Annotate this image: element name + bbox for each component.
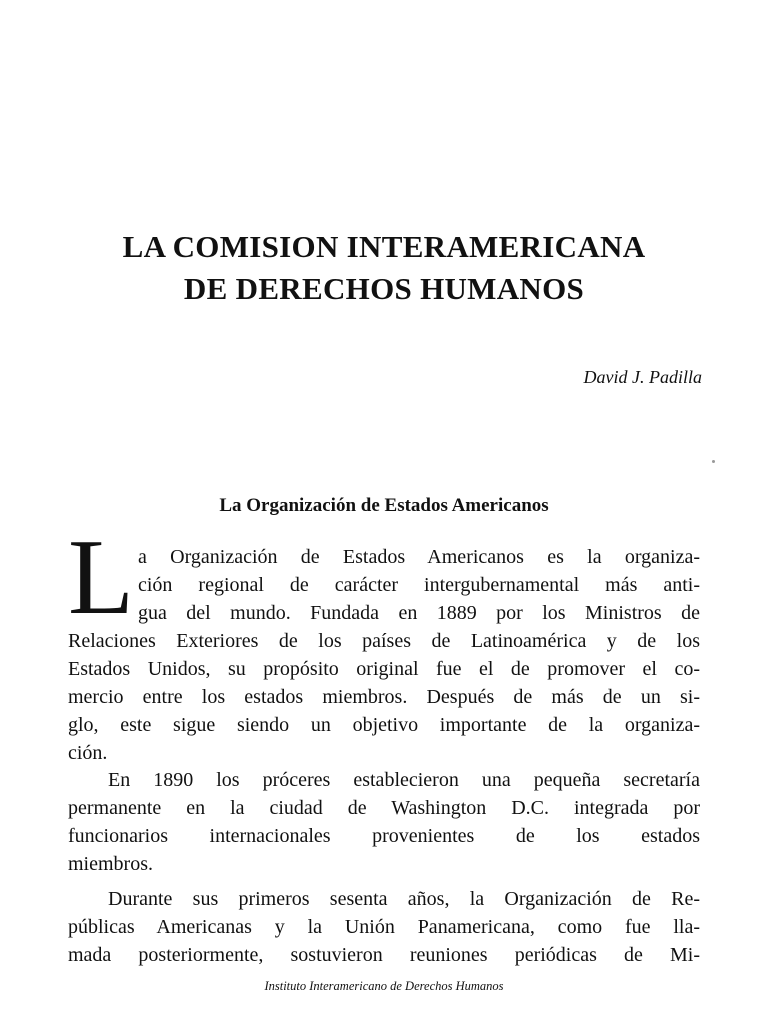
paragraph-1 <box>68 543 700 767</box>
paragraph-line: a Organización de Estados Americanos es la organiza- <box>138 546 700 568</box>
paragraph-line: Estados Unidos, su propósito original fue el de promover el co- <box>68 658 700 680</box>
author-name: David J. Padilla <box>583 367 702 387</box>
paragraph-line: glo, este sigue siendo un objetivo importante de la organiza- <box>68 714 700 736</box>
paragraph-3 <box>68 885 700 969</box>
paragraph-line: públicas Americanas y la Unión Panamericana, como fue lla- <box>68 916 700 938</box>
paragraph-line: Relaciones Exteriores de los países de Latinoamérica y de los <box>68 630 700 652</box>
page-footer: Instituto Interamericano de Derechos Humanos <box>264 979 504 993</box>
paragraph-line: mercio entre los estados miembros. Después de más de un si- <box>68 686 700 708</box>
drop-cap: L <box>68 518 134 637</box>
paragraph-line: permanente en la ciudad de Washington D.C. integrada por <box>68 797 700 819</box>
paragraph-line: Durante sus primeros sesenta años, la Organización de Re- <box>108 888 700 910</box>
paragraph-line: miembros. <box>68 853 153 875</box>
paragraph-line: ción regional de carácter intergubernamental más anti- <box>138 574 700 596</box>
paragraph-line: gua del mundo. Fundada en 1889 por los Ministros de <box>138 602 700 624</box>
paragraph-2 <box>68 766 700 878</box>
paragraph-line: mada posteriormente, sostuvieron reuniones periódicas de Mi- <box>68 944 700 966</box>
paragraph-line: ción. <box>68 742 108 764</box>
section-heading: La Organización de Estados Americanos <box>219 495 549 516</box>
document-title <box>40 226 728 310</box>
paragraph-line: funcionarios internacionales provenientes de los estados <box>68 825 700 847</box>
scan-speck <box>712 460 715 463</box>
title-line-1: LA COMISION INTERAMERICANA <box>122 229 646 264</box>
title-line-2: DE DERECHOS HUMANOS <box>183 271 585 306</box>
paragraph-line: En 1890 los próceres establecieron una pequeña secretaría <box>108 769 700 791</box>
